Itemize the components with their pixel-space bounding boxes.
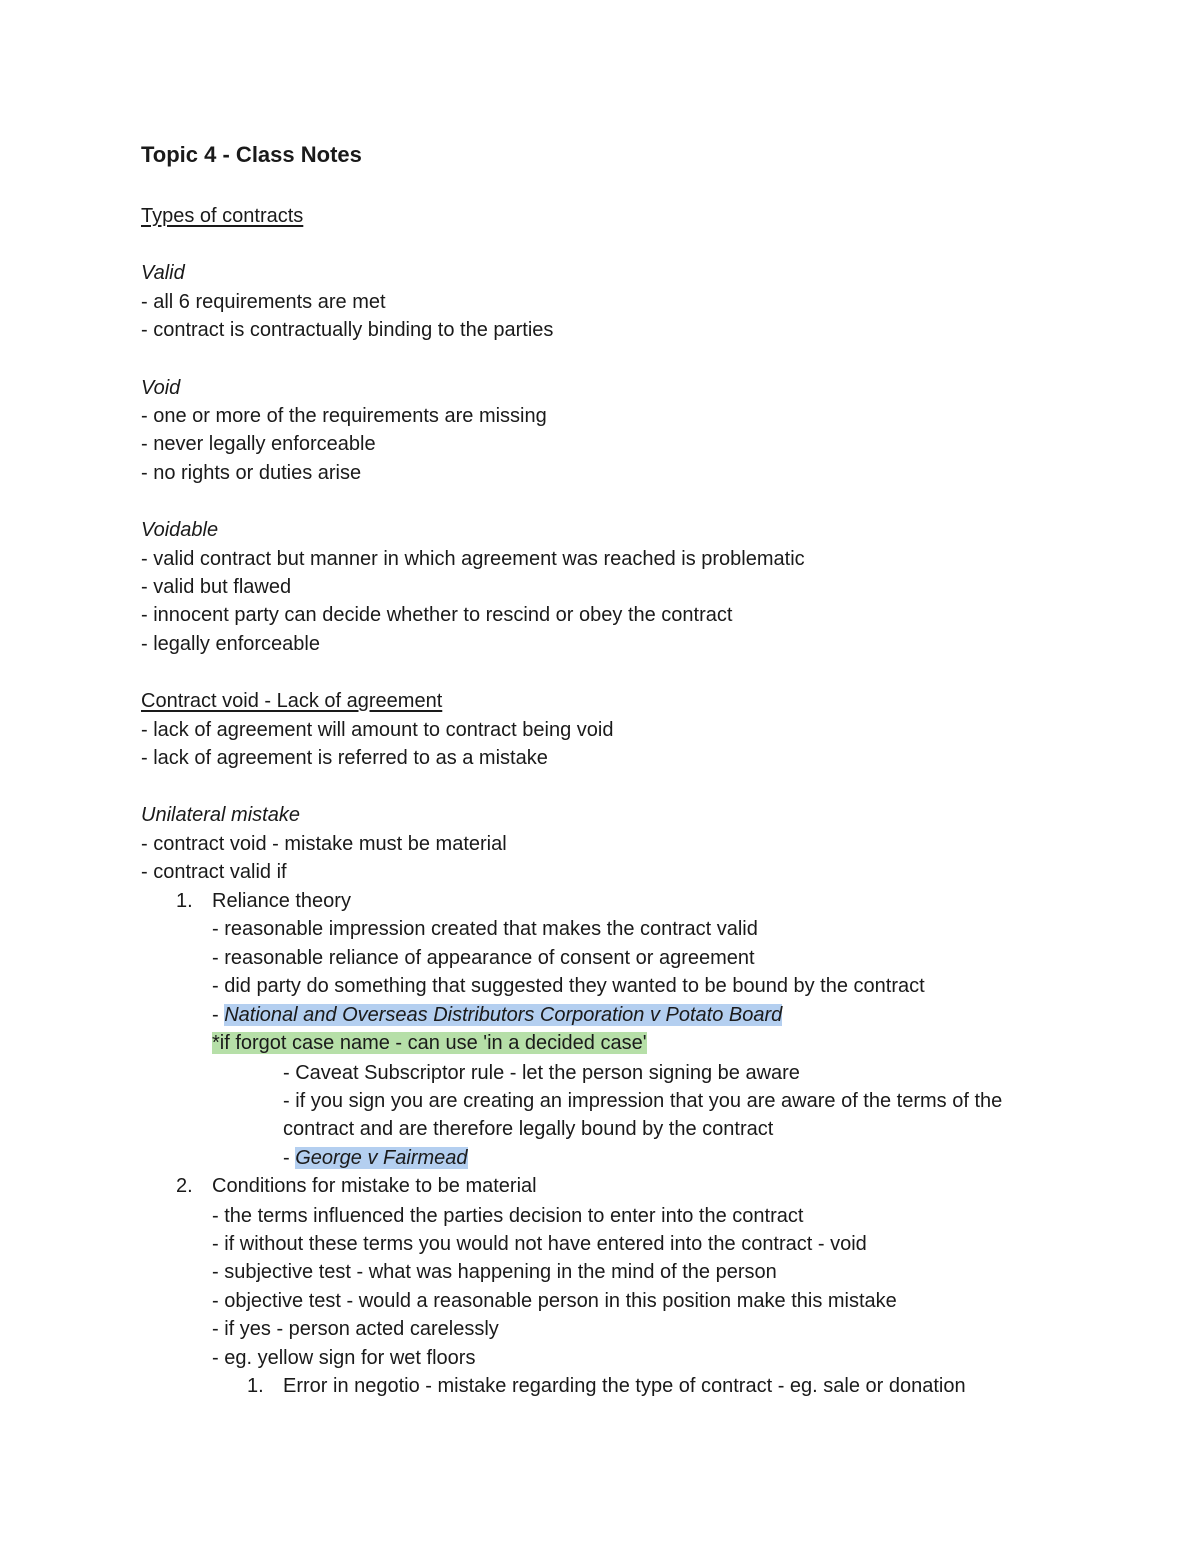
void-line: - no rights or duties arise — [141, 462, 362, 484]
reliance-line: - did party do something that suggested they wanted to be bound by the contract — [212, 975, 925, 997]
case-line — [283, 1144, 468, 1172]
voidable-line: - valid but flawed — [141, 576, 292, 598]
page-title: Topic 4 - Class Notes — [141, 142, 362, 167]
list-item-conditions: Conditions for mistake to be material — [212, 1175, 537, 1197]
subheading-valid: Valid — [141, 262, 185, 284]
conditions-line: - objective test - would a reasonable person in this position make this mistake — [212, 1290, 897, 1312]
void-line: - one or more of the requirements are missing — [141, 405, 547, 427]
case-name-highlight: George v Fairmead — [295, 1147, 468, 1169]
list-item-error-in-negotio: Error in negotio - mistake regarding the type of contract - eg. sale or donation — [283, 1375, 966, 1397]
lack-line: - lack of agreement is referred to as a mistake — [141, 747, 548, 769]
conditions-line: - subjective test - what was happening in the mind of the person — [212, 1261, 777, 1283]
note-highlight: *if forgot case name - can use 'in a decided case' — [212, 1032, 647, 1054]
sub-line: - if you sign you are creating an impression that you are aware of the terms of the — [283, 1090, 1003, 1112]
conditions-line: - eg. yellow sign for wet floors — [212, 1347, 476, 1369]
list-item-reliance-theory: Reliance theory — [212, 890, 351, 912]
unilateral-line: - contract valid if — [141, 861, 287, 883]
sub-line: - Caveat Subscriptor rule - let the person signing be aware — [283, 1062, 800, 1084]
case-line — [212, 1001, 782, 1029]
valid-line: - contract is contractually binding to the parties — [141, 319, 554, 341]
section-heading-lack-of-agreement: Contract void - Lack of agreement — [141, 690, 443, 712]
voidable-line: - valid contract but manner in which agreement was reached is problematic — [141, 548, 805, 570]
valid-line: - all 6 requirements are met — [141, 291, 386, 313]
void-line: - never legally enforceable — [141, 433, 376, 455]
list-number: 1. — [247, 1375, 264, 1397]
case-name-highlight: National and Overseas Distributors Corporation v Potato Board — [224, 1004, 783, 1026]
reliance-line: - reasonable reliance of appearance of consent or agreement — [212, 947, 755, 969]
section-heading-types: Types of contracts — [141, 205, 304, 227]
case-prefix: - — [283, 1147, 296, 1169]
voidable-line: - legally enforceable — [141, 633, 320, 655]
lack-line: - lack of agreement will amount to contract being void — [141, 719, 614, 741]
unilateral-line: - contract void - mistake must be material — [141, 833, 507, 855]
subheading-void: Void — [141, 377, 181, 399]
sub-line: contract and are therefore legally bound by the contract — [283, 1118, 774, 1140]
case-prefix: - — [212, 1004, 225, 1026]
note-line — [212, 1029, 647, 1057]
subheading-voidable: Voidable — [141, 519, 219, 541]
list-number: 1. — [176, 890, 193, 912]
conditions-line: - if without these terms you would not have entered into the contract - void — [212, 1233, 867, 1255]
list-number: 2. — [176, 1175, 193, 1197]
conditions-line: - if yes - person acted carelessly — [212, 1318, 499, 1340]
voidable-line: - innocent party can decide whether to rescind or obey the contract — [141, 604, 733, 626]
reliance-line: - reasonable impression created that makes the contract valid — [212, 918, 758, 940]
conditions-line: - the terms influenced the parties decision to enter into the contract — [212, 1205, 804, 1227]
subheading-unilateral-mistake: Unilateral mistake — [141, 804, 300, 826]
